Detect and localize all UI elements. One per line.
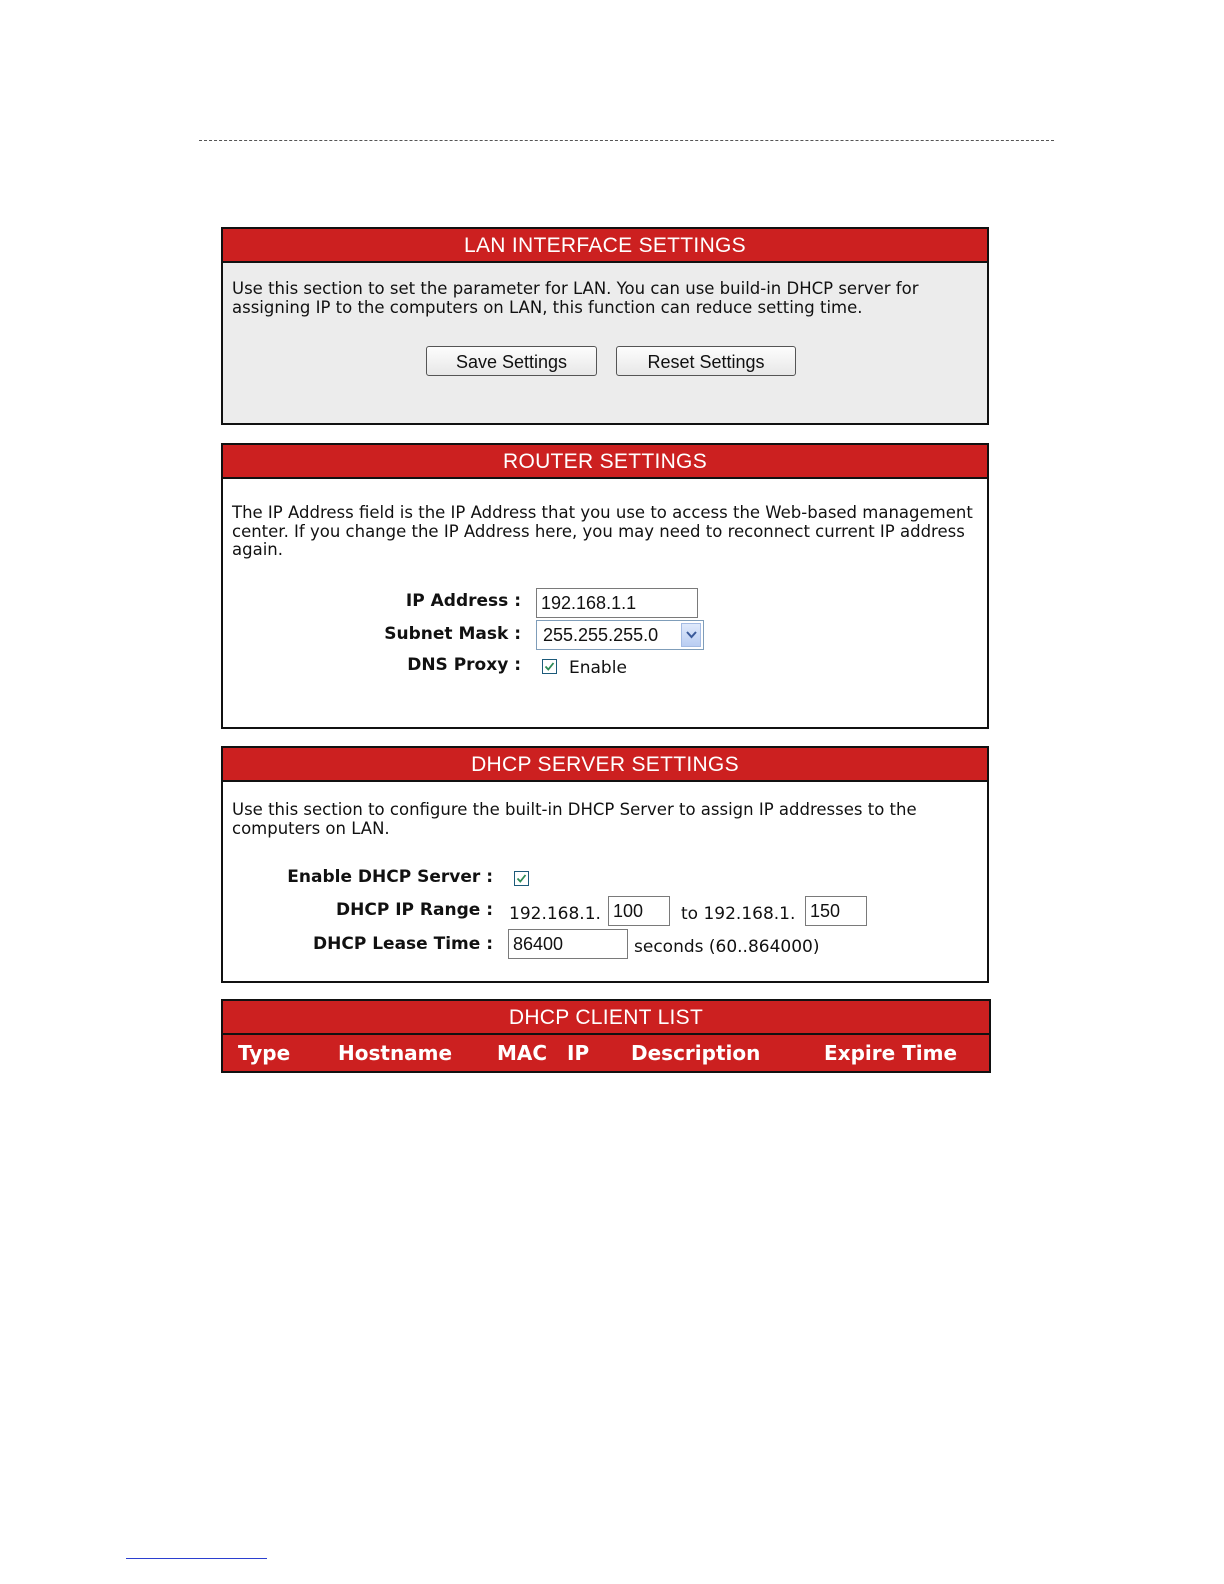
- subnet-mask-value: 255.255.255.0: [543, 625, 659, 645]
- column-header-ip: IP: [567, 1041, 590, 1065]
- reset-settings-button[interactable]: Reset Settings: [616, 346, 796, 376]
- subnet-mask-label: Subnet Mask :: [384, 624, 521, 644]
- lease-time-input[interactable]: 86400: [508, 929, 628, 959]
- ip-address-input[interactable]: 192.168.1.1: [536, 588, 698, 618]
- column-header-type: Type: [238, 1041, 291, 1065]
- column-header-description: Description: [631, 1041, 761, 1065]
- subnet-mask-select[interactable]: [536, 620, 704, 650]
- range-end-prefix: to 192.168.1.: [681, 904, 796, 924]
- top-divider: [199, 140, 1054, 141]
- lan-interface-panel: [221, 227, 989, 425]
- router-settings-description: The IP Address field is the IP Address that you use to access the Web-based management center. If you change the IP Address here, you may need to reconnect current IP address again.: [232, 503, 973, 559]
- lan-interface-description: Use this section to set the parameter for LAN. You can use build-in DHCP server for assigning IP to the computers on LAN, this function can reduce setting time.: [232, 279, 919, 317]
- dhcp-ip-range-label: DHCP IP Range :: [336, 900, 493, 920]
- ip-address-label: IP Address :: [405, 591, 521, 611]
- column-header-expire-time: Expire Time: [824, 1041, 958, 1065]
- dhcp-lease-time-label: DHCP Lease Time :: [313, 934, 493, 954]
- save-settings-button[interactable]: Save Settings: [426, 346, 597, 376]
- dns-proxy-label: DNS Proxy :: [407, 655, 521, 675]
- dhcp-server-panel: [221, 746, 989, 983]
- chevron-down-icon[interactable]: [681, 623, 701, 647]
- footnote-divider: [126, 1558, 267, 1559]
- column-header-mac: MAC: [497, 1041, 548, 1065]
- range-start-prefix: 192.168.1.: [509, 904, 601, 924]
- column-header-hostname: Hostname: [338, 1041, 453, 1065]
- dhcp-server-title: DHCP SERVER SETTINGS: [223, 748, 987, 782]
- dhcp-server-description: Use this section to configure the built-in DHCP Server to assign IP addresses to the computers on LAN.: [232, 800, 917, 838]
- checkmark-icon: [516, 873, 527, 884]
- dns-proxy-checkbox[interactable]: [542, 659, 557, 674]
- lan-interface-title: LAN INTERFACE SETTINGS: [223, 229, 987, 263]
- enable-dhcp-label: Enable DHCP Server :: [287, 867, 493, 887]
- checkmark-icon: [544, 661, 555, 672]
- enable-dhcp-checkbox[interactable]: [514, 871, 529, 886]
- router-settings-panel: [221, 443, 989, 729]
- dhcp-client-list-panel: [221, 999, 991, 1073]
- dhcp-client-list-title: DHCP CLIENT LIST: [223, 1001, 989, 1035]
- lease-time-hint: seconds (60..864000): [634, 937, 820, 957]
- range-start-input[interactable]: 100: [608, 896, 670, 926]
- router-settings-title: ROUTER SETTINGS: [223, 445, 987, 479]
- client-list-header-row: [223, 1035, 989, 1071]
- range-end-input[interactable]: 150: [805, 896, 867, 926]
- dns-proxy-enable-label: Enable: [569, 658, 627, 678]
